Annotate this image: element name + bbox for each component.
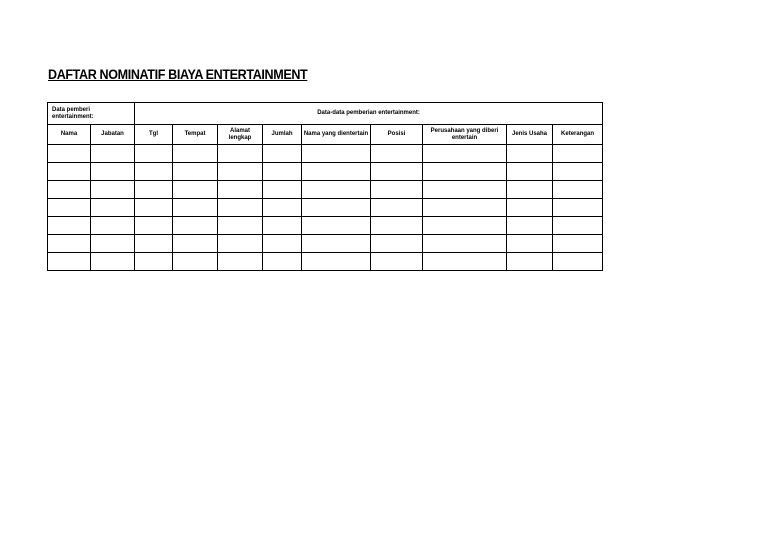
table-cell — [135, 217, 173, 235]
table-row — [48, 199, 603, 217]
table-cell — [507, 253, 553, 271]
table-row — [48, 163, 603, 181]
table-cell — [48, 253, 91, 271]
table-cell — [423, 253, 507, 271]
table-row — [48, 181, 603, 199]
table-cell — [302, 253, 371, 271]
column-header-jenis-usaha: Jenis Usaha — [507, 125, 553, 145]
table-cell — [553, 145, 603, 163]
table-cell — [173, 181, 218, 199]
table-cell — [302, 145, 371, 163]
giver-group-header: Data pemberi entertainment: — [48, 103, 135, 125]
details-group-header: Data-data pemberian entertainment: — [135, 103, 603, 125]
column-header-alamat-lengkap: Alamat lengkap — [218, 125, 263, 145]
table-cell — [218, 217, 263, 235]
column-header-posisi: Posisi — [371, 125, 423, 145]
column-header-nama: Nama — [48, 125, 91, 145]
table-cell — [423, 163, 507, 181]
table-cell — [553, 235, 603, 253]
table-cell — [423, 181, 507, 199]
table-cell — [135, 253, 173, 271]
group-header-row — [48, 103, 603, 125]
table-cell — [507, 199, 553, 217]
table-cell — [263, 217, 302, 235]
table-cell — [263, 253, 302, 271]
table-cell — [135, 181, 173, 199]
table-cell — [173, 217, 218, 235]
table-cell — [507, 145, 553, 163]
table-cell — [423, 145, 507, 163]
table-cell — [48, 217, 91, 235]
table-cell — [423, 217, 507, 235]
table-cell — [302, 181, 371, 199]
table-cell — [507, 235, 553, 253]
table-cell — [48, 163, 91, 181]
table-cell — [91, 199, 135, 217]
table-cell — [218, 235, 263, 253]
table-cell — [218, 163, 263, 181]
table-cell — [135, 163, 173, 181]
table-cell — [507, 163, 553, 181]
table-cell — [371, 235, 423, 253]
column-header-tempat: Tempat — [173, 125, 218, 145]
table-cell — [371, 145, 423, 163]
table-cell — [507, 181, 553, 199]
table-cell — [302, 163, 371, 181]
table-cell — [218, 145, 263, 163]
table-cell — [263, 145, 302, 163]
table-cell — [371, 163, 423, 181]
table-cell — [302, 199, 371, 217]
entertainment-table — [47, 102, 603, 271]
table-cell — [302, 235, 371, 253]
table-cell — [91, 145, 135, 163]
table-cell — [91, 181, 135, 199]
table-cell — [218, 181, 263, 199]
table-cell — [135, 235, 173, 253]
table-cell — [553, 181, 603, 199]
table-cell — [263, 181, 302, 199]
table-cell — [48, 235, 91, 253]
table-cell — [135, 199, 173, 217]
table-cell — [302, 217, 371, 235]
table-cell — [553, 253, 603, 271]
table-cell — [218, 199, 263, 217]
table-cell — [553, 217, 603, 235]
column-header-row — [48, 125, 603, 145]
table-cell — [173, 199, 218, 217]
table-cell — [371, 217, 423, 235]
table-row — [48, 253, 603, 271]
table-cell — [173, 235, 218, 253]
table-cell — [553, 163, 603, 181]
table-cell — [91, 235, 135, 253]
table-cell — [218, 253, 263, 271]
table-row — [48, 235, 603, 253]
table-cell — [48, 199, 91, 217]
table-cell — [263, 199, 302, 217]
table-cell — [173, 145, 218, 163]
table-cell — [91, 217, 135, 235]
table-cell — [173, 163, 218, 181]
table-cell — [91, 163, 135, 181]
table-cell — [48, 145, 91, 163]
column-header-keterangan: Keterangan — [553, 125, 603, 145]
table-cell — [48, 181, 91, 199]
column-header-tgl: Tgl — [135, 125, 173, 145]
table-cell — [263, 163, 302, 181]
table-cell — [371, 253, 423, 271]
column-header-jumlah: Jumlah — [263, 125, 302, 145]
table-cell — [263, 235, 302, 253]
column-header-jabatan: Jabatan — [91, 125, 135, 145]
table-cell — [553, 199, 603, 217]
table-row — [48, 145, 603, 163]
table-cell — [507, 217, 553, 235]
table-cell — [371, 199, 423, 217]
table-cell — [371, 181, 423, 199]
column-header-nama-yang-dientertain: Nama yang dientertain — [302, 125, 371, 145]
table-cell — [423, 199, 507, 217]
column-header-perusahaan: Perusahaan yang diberi entertain — [423, 125, 507, 145]
table-cell — [135, 145, 173, 163]
table-cell — [423, 235, 507, 253]
table-cell — [91, 253, 135, 271]
table-row — [48, 217, 603, 235]
document-title: DAFTAR NOMINATIF BIAYA ENTERTAINMENT — [48, 67, 308, 82]
table-cell — [173, 253, 218, 271]
